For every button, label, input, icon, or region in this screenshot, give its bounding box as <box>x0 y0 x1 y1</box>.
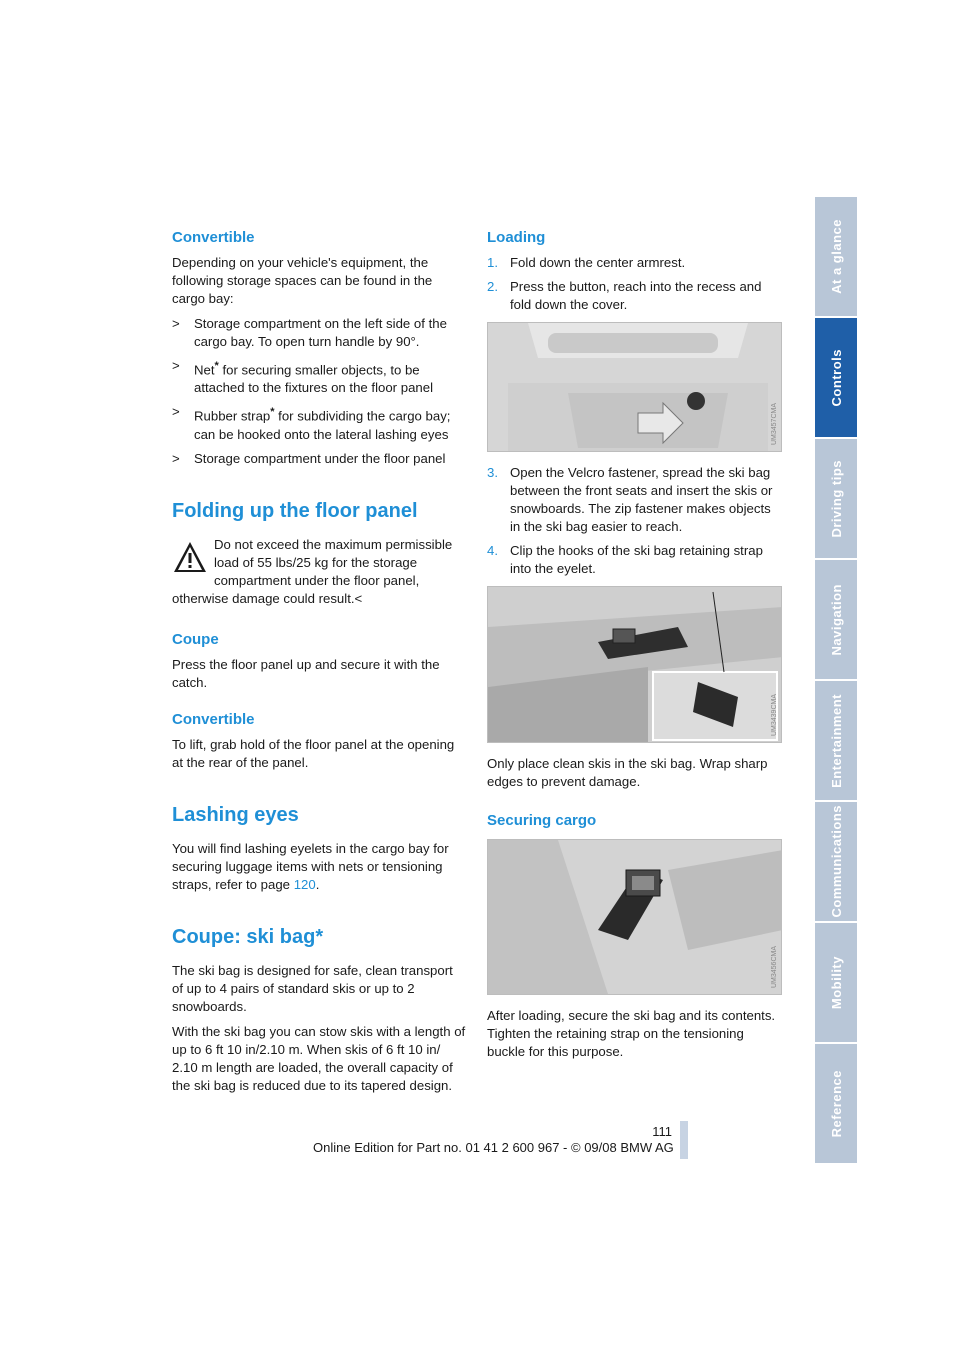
strap-image: UM3439CMA <box>487 586 782 743</box>
chapter-tabs <box>815 197 857 1165</box>
tab-at-a-glance[interactable]: At a glance <box>815 197 857 318</box>
tab-driving-tips[interactable]: Driving tips <box>815 439 857 560</box>
coupe-text: Press the floor panel up and secure it with the catch. <box>172 656 440 690</box>
lashing-text: You will find lashing eyelets in the cargo bay for securing luggage items with nets or tensioning straps, refer to page 120. <box>172 840 449 892</box>
right-column <box>487 228 782 1068</box>
loading-heading: Loading <box>487 229 546 246</box>
step-item: 2. Press the button, reach into the recess and fold down the cover. <box>487 279 762 312</box>
coupe-heading: Coupe <box>172 630 219 648</box>
warning-note: Do not exceed the maximum permissible load of 55 lbs/25 kg for the storage compartment under the floor panel, otherwise damage could result.< <box>172 536 453 606</box>
step-item: 1. Fold down the center armrest. <box>487 255 686 270</box>
page-number: 111 <box>652 1124 672 1139</box>
tab-mobility[interactable]: Mobility <box>815 923 857 1044</box>
page-marker <box>680 1121 688 1159</box>
securing-image: UM3456CMA <box>487 839 782 995</box>
tab-communications[interactable]: Communications <box>815 802 857 923</box>
lashing-heading: Lashing eyes <box>172 803 299 826</box>
step-item: 3. Open the Velcro fastener, spread the ski bag between the front seats and insert the skis or snowboards. The zip fastener makes objects in the ski bag easier to reach. <box>487 465 773 534</box>
list-item: > Storage compartment on the left side of the cargo bay. To open turn handle by 90°. <box>172 316 447 349</box>
skibag-p1: The ski bag is designed for safe, clean transport of up to 4 pairs of standard skis or up to 2 snowboards. <box>172 962 453 1014</box>
warning-icon <box>172 539 208 575</box>
securing-illustration <box>488 840 782 994</box>
after-loading-text: After loading, secure the ski bag and its contents. Tighten the retaining strap on the tensioning buckle for this purpose. <box>487 1008 776 1059</box>
tab-controls[interactable]: Controls <box>815 318 857 439</box>
armrest-illustration <box>488 323 782 451</box>
skibag-heading: Coupe: ski bag* <box>172 925 324 948</box>
convertible2-heading: Convertible <box>172 710 255 728</box>
edition-note: Online Edition for Part no. 01 41 2 600 967 - © 09/08 BMW AG <box>313 1140 674 1155</box>
step-item: 4. Clip the hooks of the ski bag retaining strap into the eyelet. <box>487 543 763 576</box>
skibag-p2: With the ski bag you can stow skis with a length of up to 6 ft 10 in/2.10 m. When skis of 6 ft 10 in/ 2.10 m length are loaded, the overall capacity of the ski bag is reduced due to its tapered design. <box>172 1023 466 1093</box>
tab-reference[interactable]: Reference <box>815 1044 857 1165</box>
clean-skis-text: Only place clean skis in the ski bag. Wrap sharp edges to prevent damage. <box>487 756 768 789</box>
tab-entertainment[interactable]: Entertainment <box>815 681 857 802</box>
convertible-intro: Depending on your vehicle's equipment, the following storage spaces can be found in the cargo bay: <box>172 255 433 306</box>
list-item: > Net* for securing smaller objects, to be attached to the fixtures on the floor panel <box>172 358 433 396</box>
securing-heading: Securing cargo <box>487 812 597 829</box>
strap-illustration <box>488 587 782 742</box>
list-item: > Rubber strap* for subdividing the cargo bay; can be hooked onto the lateral lashing eyes <box>172 404 451 442</box>
list-item: > Storage compartment under the floor panel <box>172 450 446 466</box>
convertible2-text: To lift, grab hold of the floor panel at the opening at the rear of the panel. <box>172 736 455 770</box>
armrest-image: UM3457CMA <box>487 322 782 452</box>
tab-navigation[interactable]: Navigation <box>815 560 857 681</box>
page-link[interactable]: 120 <box>293 876 316 892</box>
left-column <box>172 228 467 1102</box>
folding-heading: Folding up the floor panel <box>172 499 418 522</box>
convertible-heading: Convertible <box>172 229 255 246</box>
